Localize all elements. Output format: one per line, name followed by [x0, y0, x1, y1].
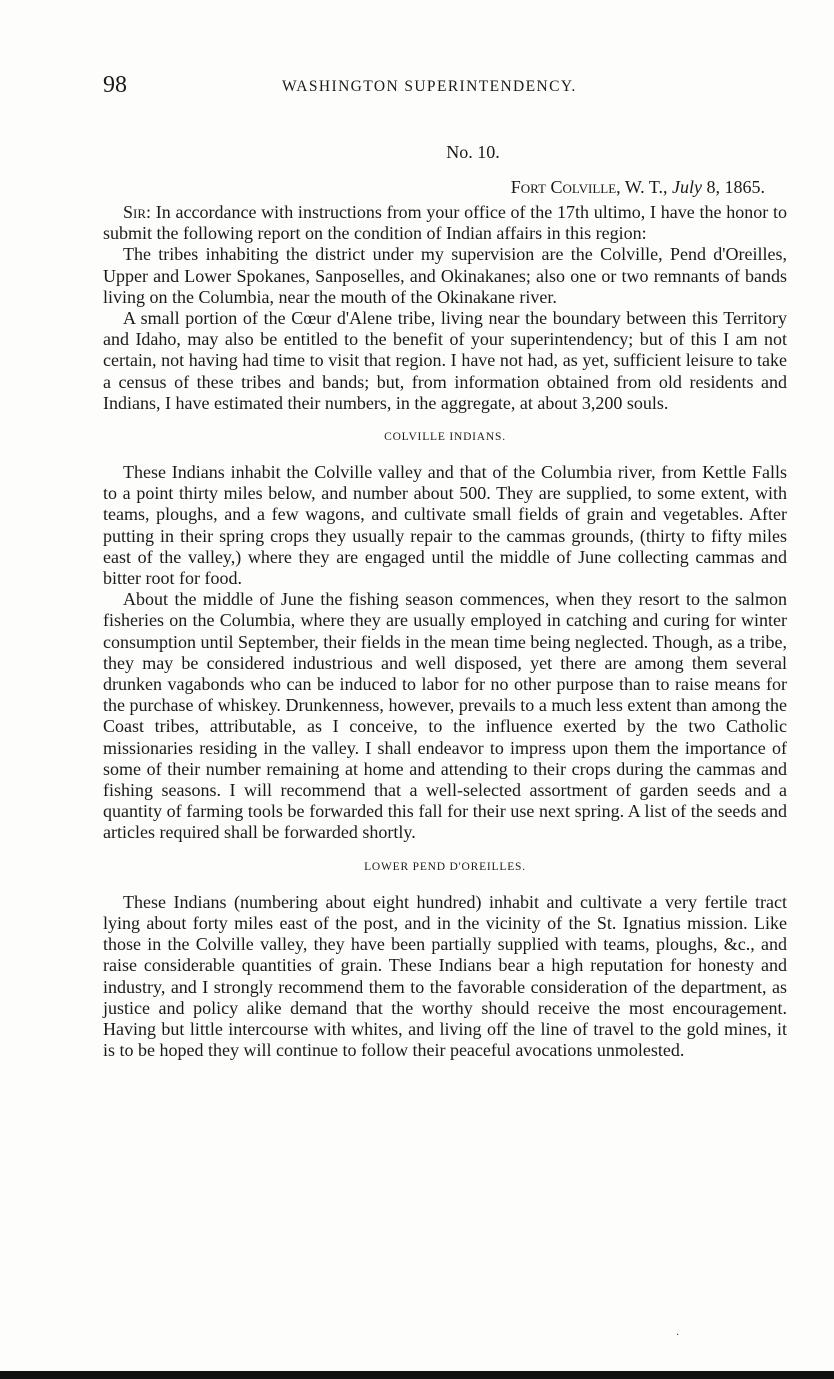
- dateline-rest: 8, 1865.: [702, 177, 765, 197]
- running-head: WASHINGTON SUPERINTENDENCY.: [282, 78, 577, 95]
- document-page: [103, 72, 787, 1061]
- paragraph: The tribes inhabiting the district under my supervision are the Colville, Pend d'Oreilles, Upper and Lower Spokanes, Sanposelles, and Okinakanes; also one or two remnants of bands living on the Columbia, near the mouth of the Okinakane river.: [103, 244, 787, 307]
- page-number: 98: [103, 72, 127, 98]
- dateline-territory: , W. T.,: [616, 177, 673, 197]
- paragraph: A small portion of the Cœur d'Alene tribe, living near the boundary between this Territory and Idaho, may also be entitled to the benefit of your superintendency; but of this I am not certain, not having had time to visit that region. I have not had, as yet, sufficient leisure to take a census of these tribes and bands; but, from information obtained from old residents and Indians, I have estimated their numbers, in the aggregate, at about 3,200 souls.: [103, 308, 787, 413]
- dateline-place: Fort Colville: [510, 177, 617, 197]
- document-number: No. 10.: [446, 142, 500, 162]
- page-bottom-border: [0, 1371, 834, 1379]
- margin-mark: ·: [676, 1330, 680, 1341]
- paragraph: These Indians (numbering about eight hundred) inhabit and cultivate a very fertile tract lying about forty miles east of the post, and in the vicinity of the St. Ignatius mission. Like those in the Colville valley, they have been partially supplied with teams, ploughs, &c., and raise considerable quantities of grain. These Indians bear a high reputation for honesty and industry, and I strongly recommend them to the favorable consideration of the department, as justice and policy alike demand that the worthy should receive the most encouragement. Having but little intercourse with whites, and living off the line of travel to the gold mines, it is to be hoped they will continue to follow their peaceful avocations unmolested.: [103, 891, 787, 1061]
- salutation: Sir:: [123, 202, 152, 222]
- paragraph: These Indians inhabit the Colville valley and that of the Columbia river, from Kettle Falls to a point thirty miles below, and number about 500. They are supplied, to some extent, with teams, ploughs, and a few wagons, and cultivate small fields of grain and vegetables. After putting in their spring crops they usually repair to the cammas grounds, (thirty to fifty miles east of the valley,) where they are engaged until the middle of June collecting cammas and bitter root for food.: [103, 462, 787, 589]
- dateline-month: July: [672, 177, 702, 197]
- page-header: [103, 72, 787, 112]
- salutation-text: In accordance with instructions from your office of the 17th ultimo, I have the honor to submit the following report on the condition of Indian affairs in this region:: [103, 202, 787, 244]
- paragraph: About the middle of June the fishing season commences, when they resort to the salmon fisheries on the Columbia, where they are usually employed in catching and curing for winter consumption until September, their fields in the mean time being neglected. Though, as a tribe, they may be considered industrious and well disposed, yet there are among them several drunken vagabonds who can be induced to labor for no other purpose than to raise means for the purchase of whiskey. Drunkenness, however, prevails to a much less extent than among the Coast tribes, attributable, as I conceive, to the influence exerted by the two Catholic missionaries residing in the valley. I shall endeavor to impress upon them the importance of some of their number remaining at home and attending to their crops during the cammas and fishing seasons. I will recommend that a well-selected assortment of garden seeds and a quantity of farming tools be forwarded this fall for their use next spring. A list of the seeds and articles required shall be forwarded shortly.: [103, 589, 787, 843]
- salutation-paragraph: [103, 202, 787, 244]
- section-heading-colville: COLVILLE INDIANS.: [384, 431, 506, 444]
- section-heading-pend-doreilles: LOWER PEND D'OREILLES.: [364, 860, 526, 873]
- dateline: [103, 177, 765, 198]
